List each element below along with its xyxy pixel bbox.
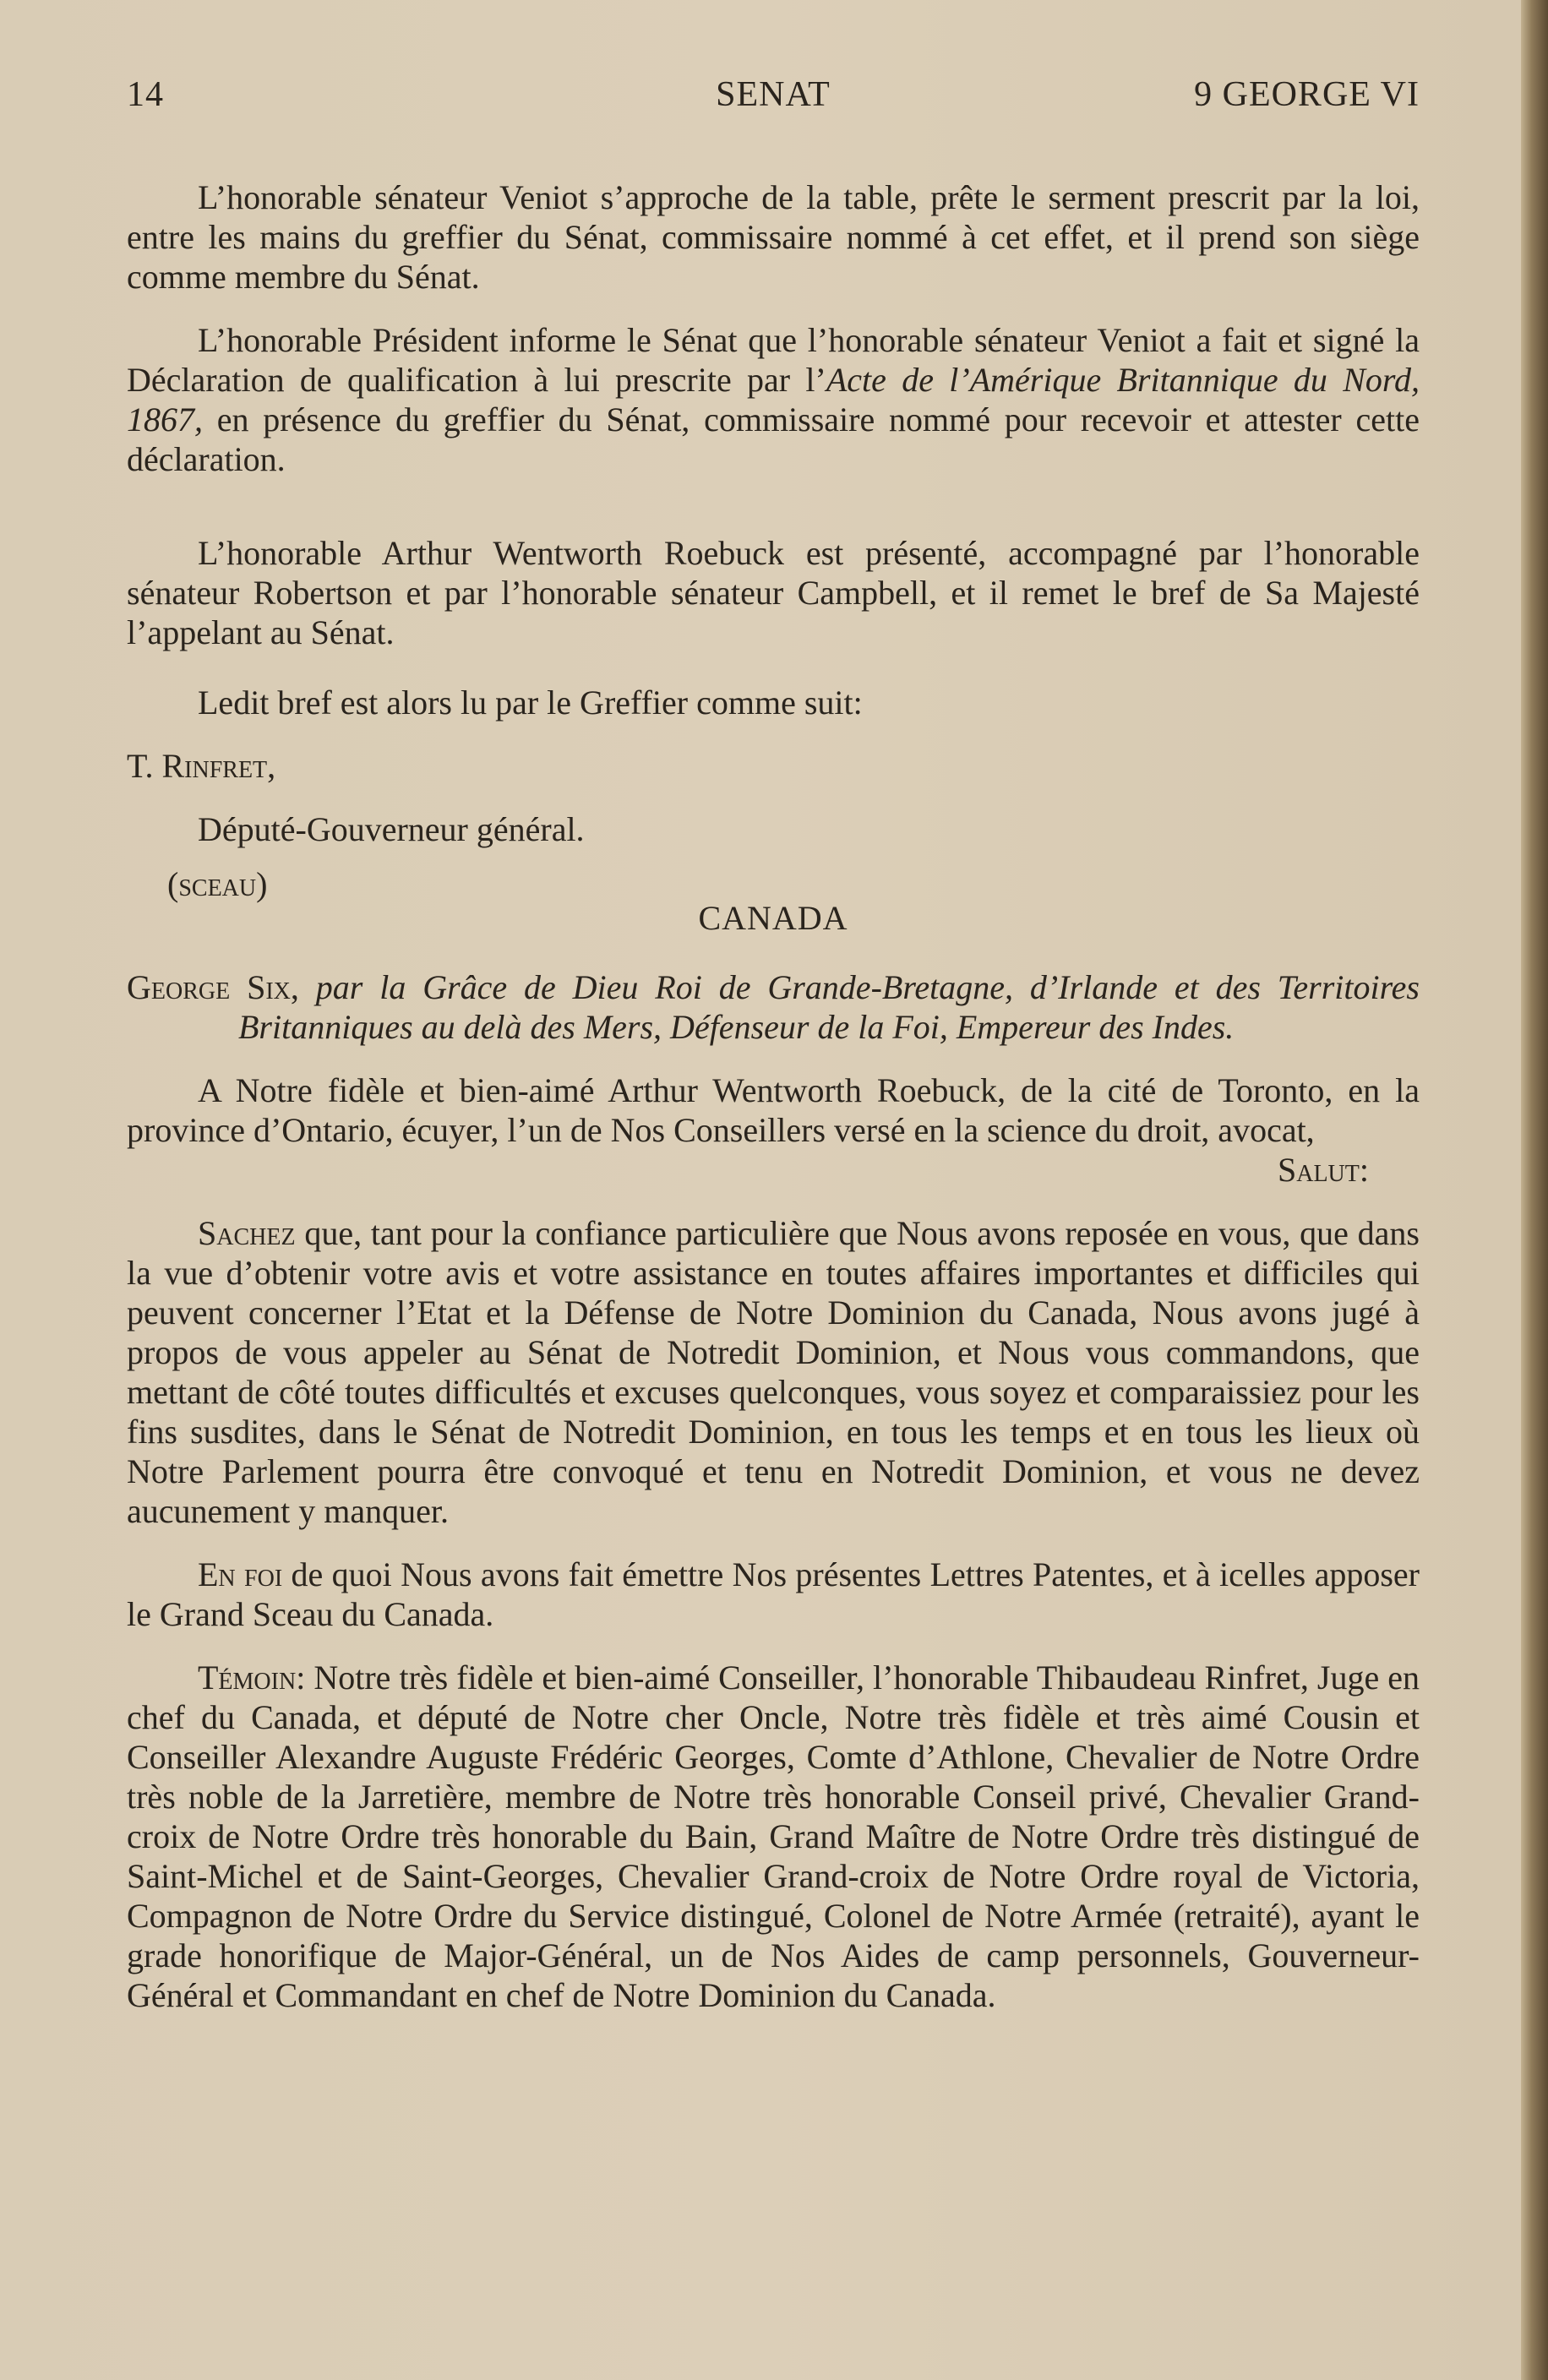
signature-name: T. Rinfret,: [127, 747, 276, 785]
page-body: [127, 177, 1420, 2015]
paragraph-declaration: [127, 320, 1420, 479]
page-number: 14: [127, 75, 164, 114]
royal-name: George Six,: [127, 968, 299, 1006]
salutation: Salut:: [1277, 1151, 1369, 1189]
header-title: SENAT: [716, 75, 831, 114]
signature-title: Député-Gouverneur général.: [198, 810, 585, 848]
canada-heading: CANADA: [698, 899, 848, 937]
declaration-text-c: en présence du greffier du Sénat, commissaire nommé pour recevoir et attester cette déclaration.: [127, 400, 1420, 478]
header-regnal-year: 9 GEORGE VI: [1194, 75, 1420, 114]
paragraph-address: A Notre fidèle et bien-aimé Arthur Wentworth Roebuck, de la cité de Toronto, en la province d’Ontario, écuyer, l’un de Nos Conseillers versé en la science du droit, avocat,: [127, 1071, 1420, 1149]
seal-row: [127, 864, 1420, 944]
witness-clause-text: de quoi Nous avons fait émettre Nos présentes Lettres Patentes, et à icelles apposer le Grand Sceau du Canada.: [127, 1555, 1420, 1633]
seal-label: (sceau): [167, 865, 268, 903]
temoin-lead: Témoin:: [198, 1658, 306, 1696]
summons-text: que, tant pour la confiance particulière que Nous avons reposée en vous, que dans la vue d’obtenir votre avis et votre assistance en toutes affaires importantes et difficiles qui peuvent concerner l’Etat et la Défense de Notre Dominion du Canada, Nous avons jugé à propos de vous appeler au Sénat de Notredit Dominion, et Nous vous commandons, que mettant de côté toutes difficultés et excuses quelconques, vous soyez et comparaissiez pour les fins susdites, dans le Sénat de Notredit Dominion, en tous les temps et en tous les lieux où Notre Parlement pourra être convoqué et tenu en Notredit Dominion, et vous ne devez aucunement y manquer.: [127, 1214, 1420, 1530]
paragraph-writ-read: Ledit bref est alors lu par le Greffier comme suit:: [198, 684, 863, 722]
paragraph-introduction: L’honorable Arthur Wentworth Roebuck est présenté, accompagné par l’honorable sénateur Robertson et par l’honorable sénateur Campbell, et il remet le bref de Sa Majesté l’appelant au Sénat.: [127, 534, 1420, 651]
declaration-text-a: L’honorable Président informe le Sénat que l’honorable sénateur Veniot a fait et signé la Déclaration de qualification à lui prescrite par l’: [127, 321, 1420, 399]
temoin-text: Notre très fidèle et bien-aimé Conseiller, l’honorable Thibaudeau Rinfret, Juge en chef du Canada, et député de Notre cher Oncle, Notre très fidèle et très aimé Cousin et Conseiller Alexandre Auguste Frédéric Georges, Comte d’Athlone, Chevalier de Notre Ordre très noble de la Jarretière, membre de Notre très honorable Conseil privé, Chevalier Grand-croix de Notre Ordre très honorable du Bain, Grand Maître de Notre Ordre très distingué de Saint-Michel et de Saint-Georges, Chevalier Grand-croix de Notre Ordre royal de Victoria, Compagnon de Notre Ordre du Service distingué, Colonel de Notre Armée (retraité), ayant le grade honorifique de Major-Général, un de Nos Aides de camp personnels, Gouverneur-Général et Commandant en chef de Notre Dominion du Canada.: [127, 1658, 1420, 2014]
paragraph-witness-clause: [127, 1555, 1420, 1634]
book-binding-edge: [1521, 0, 1548, 2380]
summons-lead: Sachez: [198, 1214, 296, 1252]
paragraph-royal-style: [127, 967, 1420, 1047]
act-title: Acte de l’Amérique Britannique du Nord, 1867,: [127, 361, 1420, 438]
witness-clause-lead: En foi: [198, 1555, 283, 1593]
running-header: [127, 74, 1420, 125]
paragraph-temoin: [127, 1658, 1420, 2015]
paragraph-oath: L’honorable sénateur Veniot s’approche de la table, prête le serment prescrit par la loi, entre les mains du greffier du Sénat, commissaire nommé à cet effet, et il prend son siège comme membre du Sénat.: [127, 178, 1420, 296]
royal-titles: par la Grâce de Dieu Roi de Grande-Bretagne, d’Irlande et des Territoires Britanniques au delà des Mers, Défenseur de la Foi, Empereur des Indes.: [238, 968, 1420, 1046]
paragraph-summons: [127, 1213, 1420, 1531]
